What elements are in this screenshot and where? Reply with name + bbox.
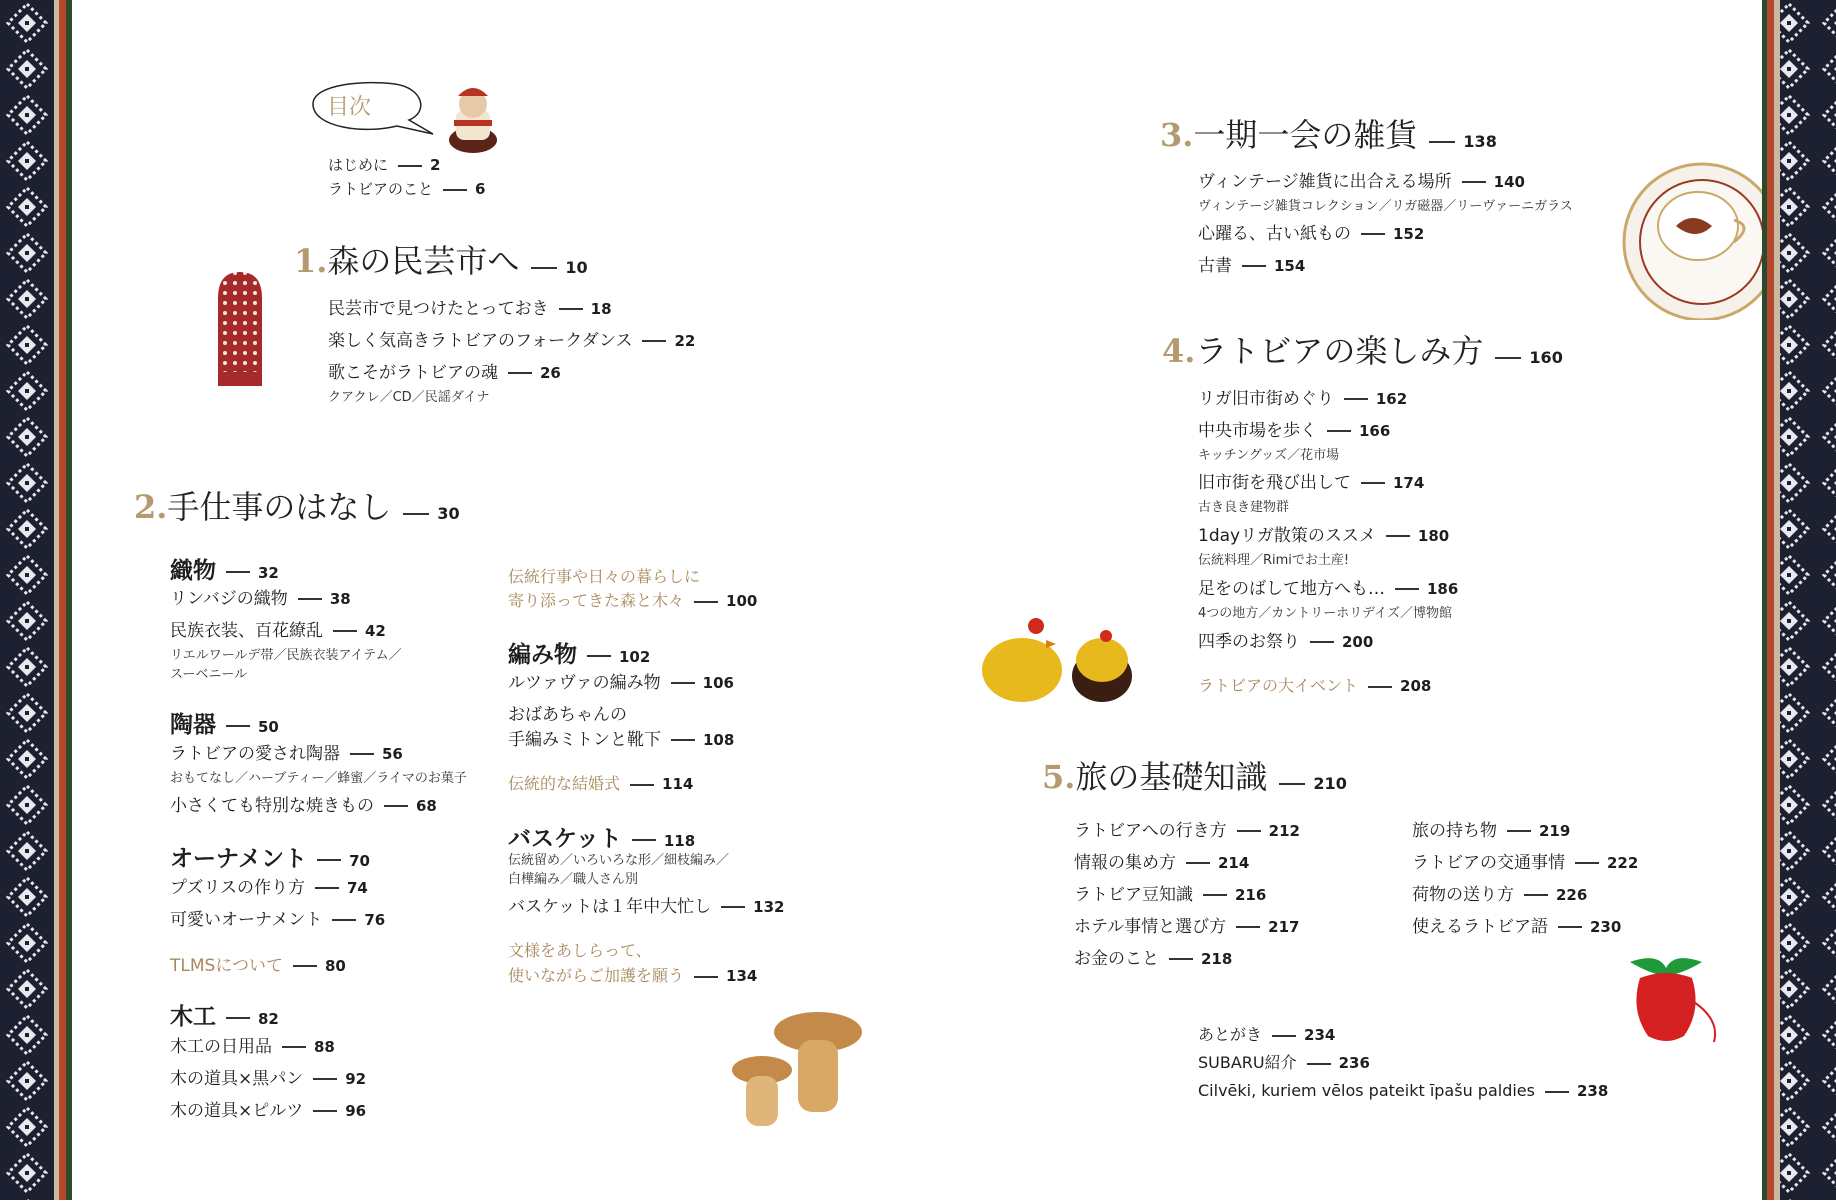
category-weaving[interactable]: 織物 32 xyxy=(170,558,279,584)
section-heading-5[interactable]: 5.旅の基礎知識 210 xyxy=(1042,758,1347,796)
mitten-icon xyxy=(210,268,266,402)
section-heading-4[interactable]: 4.ラトビアの楽しみ方 160 xyxy=(1162,332,1563,370)
toc-heading xyxy=(305,76,435,140)
toc-subitems: 4つの地方／カントリーホリデイズ／博物館 xyxy=(1198,606,1452,621)
toc-row[interactable]: 可愛いオーナメント 76 xyxy=(170,910,386,930)
section-heading-2[interactable]: 2.手仕事のはなし 30 xyxy=(134,488,460,526)
toc-row[interactable]: お金のこと 218 xyxy=(1074,949,1233,969)
toc-row[interactable]: 手編みミトンと靴下 108 xyxy=(508,730,735,750)
toc-row[interactable]: 小さくても特別な焼きもの 68 xyxy=(170,796,437,816)
toc-row[interactable]: ラトビア豆知識 216 xyxy=(1074,885,1267,905)
toc-row[interactable]: 民族衣装、百花繚乱 42 xyxy=(170,621,386,641)
toc-row[interactable]: 旅の持ち物 219 xyxy=(1412,821,1571,841)
toc-row[interactable]: プズリスの作り方 74 xyxy=(170,878,368,898)
toc-row[interactable]: SUBARU紹介 236 xyxy=(1198,1053,1370,1072)
toc-row[interactable]: 木の道具×ピルツ 96 xyxy=(170,1101,367,1121)
toc-subitems: スーベニール xyxy=(170,667,248,682)
toc-row[interactable]: リンバジの織物 38 xyxy=(170,589,351,609)
toc-row[interactable]: 旧市街を飛び出して 174 xyxy=(1198,473,1425,493)
toc-row[interactable]: 木工の日用品 88 xyxy=(170,1037,335,1057)
toc-row-feature[interactable]: 寄り添ってきた森と木々 100 xyxy=(508,591,758,610)
toc-row[interactable]: ラトビアのこと 6 xyxy=(328,180,486,198)
category-woodwork[interactable]: 木工 82 xyxy=(170,1004,279,1030)
toc-subitems: ヴィンテージ雑貨コレクション／リガ磁器／リーヴァーニガラス xyxy=(1198,199,1573,214)
toc-title: 目次 xyxy=(327,95,372,120)
toc-subitems: 古き良き建物群 xyxy=(1198,500,1290,515)
toc-row[interactable]: 心躍る、古い紙もの 152 xyxy=(1198,224,1425,244)
section-heading-1[interactable]: 1.森の民芸市へ 10 xyxy=(294,242,588,280)
woven-border-left xyxy=(0,0,72,1200)
toc-row[interactable]: はじめに 2 xyxy=(328,156,441,174)
toc-row[interactable]: 民芸市で見つけたとっておき 18 xyxy=(328,299,612,319)
section-heading-3[interactable]: 3.一期一会の雑貨 138 xyxy=(1160,116,1497,154)
toc-row[interactable]: 1dayリガ散策のススメ 180 xyxy=(1198,526,1450,546)
toc-row[interactable]: ホテル事情と選び方 217 xyxy=(1074,917,1300,937)
toc-row[interactable]: 古書 154 xyxy=(1198,256,1306,276)
toc-row[interactable]: 木の道具×黒パン 92 xyxy=(170,1069,367,1089)
toc-row[interactable]: 情報の集め方 214 xyxy=(1074,853,1250,873)
toc-row[interactable]: あとがき 234 xyxy=(1198,1025,1336,1044)
toc-row[interactable]: ラトビアの交通事情 222 xyxy=(1412,853,1639,873)
toc-row[interactable]: 荷物の送り方 226 xyxy=(1412,885,1588,905)
apple-pouch-icon xyxy=(1610,950,1740,1054)
toc-row[interactable]: 楽しく気高きラトビアのフォークダンス 22 xyxy=(328,331,696,351)
toc-line: おばあちゃんの xyxy=(508,705,627,725)
toc-subitems: 伝統料理／Rimiでお土産! xyxy=(1198,553,1350,568)
woven-border-right xyxy=(1762,0,1836,1200)
category-ornament[interactable]: オーナメント 70 xyxy=(170,846,370,872)
toc-subitems: 伝統留め／いろいろな形／細枝編み／ xyxy=(508,853,730,868)
toc-row[interactable]: ルツァヴァの編み物 106 xyxy=(508,673,734,693)
toc-row[interactable]: 歌こそがラトビアの魂 26 xyxy=(328,363,561,383)
knitted-chicken-icon xyxy=(980,606,1155,710)
mushroom-basket-icon xyxy=(728,1010,862,1134)
toc-row[interactable]: バスケットは１年中大忙し 132 xyxy=(508,897,785,917)
category-knitting[interactable]: 編み物 102 xyxy=(508,642,651,668)
toc-row[interactable]: 四季のお祭り 200 xyxy=(1198,632,1374,652)
toc-subitems: リエルワールデ帯／民族衣装アイテム／ xyxy=(170,648,402,663)
toc-row[interactable]: ラトビアへの行き方 212 xyxy=(1074,821,1300,841)
toc-row-feature[interactable]: 伝統的な結婚式 114 xyxy=(508,774,694,793)
toc-row[interactable]: 足をのばして地方へも… 186 xyxy=(1198,579,1459,599)
toc-subitems: クアクレ／CD／民謡ダイナ xyxy=(328,390,490,405)
toc-row[interactable]: ラトビアの愛され陶器 56 xyxy=(170,744,403,764)
toc-subitems: 白樺編み／職人さん別 xyxy=(508,872,639,887)
toc-subitems: おもてなし／ハーブティー／蜂蜜／ライマのお菓子 xyxy=(170,771,467,786)
toc-row[interactable]: リガ旧市街めぐり 162 xyxy=(1198,389,1408,409)
doll-figurine-icon xyxy=(442,80,504,158)
category-pottery[interactable]: 陶器 50 xyxy=(170,712,279,738)
toc-row[interactable]: Cilvēki, kuriem vēlos pateikt īpašu paldies 238 xyxy=(1198,1081,1609,1100)
toc-subitems: キッチングッズ／花市場 xyxy=(1198,448,1340,463)
toc-feature-line: 伝統行事や日々の暮らしに xyxy=(508,567,701,586)
category-basket[interactable]: バスケット 118 xyxy=(508,826,696,852)
toc-feature-line: 文様をあしらって、 xyxy=(508,941,652,960)
toc-row[interactable]: 中央市場を歩く 166 xyxy=(1198,421,1391,441)
toc-row-feature[interactable]: TLMSについて 80 xyxy=(170,956,346,976)
toc-row-feature[interactable]: ラトビアの大イベント 208 xyxy=(1198,676,1432,695)
toc-row[interactable]: ヴィンテージ雑貨に出合える場所 140 xyxy=(1198,172,1525,192)
teacup-plate-icon xyxy=(1622,160,1762,324)
toc-row-feature[interactable]: 使いながらご加護を願う 134 xyxy=(508,966,758,985)
toc-row[interactable]: 使えるラトビア語 230 xyxy=(1412,917,1622,937)
